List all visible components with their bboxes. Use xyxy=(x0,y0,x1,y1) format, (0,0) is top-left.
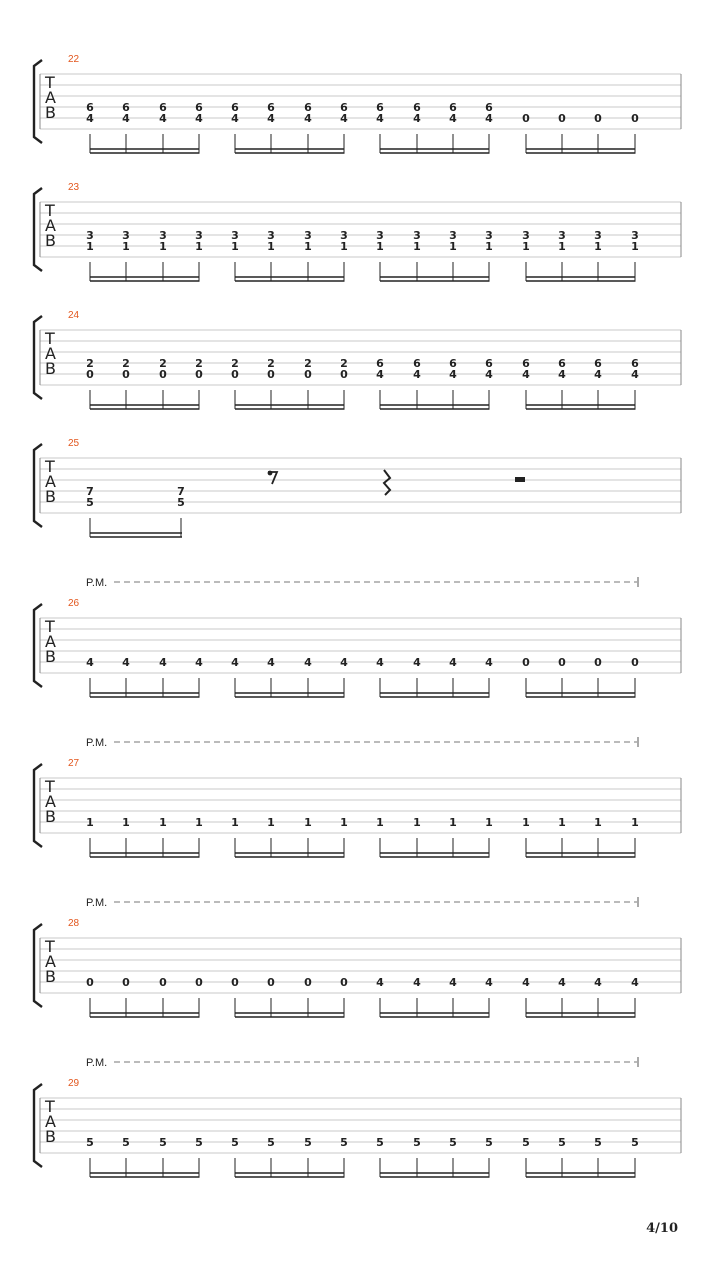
fret-number: 4 xyxy=(558,368,566,381)
fret-number: 5 xyxy=(522,1136,530,1149)
fret-number: 5 xyxy=(195,1136,203,1149)
fret-number: 1 xyxy=(631,816,639,829)
fret-number: 5 xyxy=(177,496,185,509)
fret-number: 0 xyxy=(522,112,530,125)
tab-clef-letter: T xyxy=(45,777,55,796)
fret-number: 6 xyxy=(304,101,312,114)
fret-number: 6 xyxy=(413,101,421,114)
staff-bracket xyxy=(34,188,42,271)
fret-number: 1 xyxy=(86,816,94,829)
staff-bracket xyxy=(34,764,42,847)
fret-number: 4 xyxy=(594,368,602,381)
fret-number: 4 xyxy=(376,976,384,989)
fret-number: 0 xyxy=(86,368,94,381)
fret-number: 4 xyxy=(594,976,602,989)
fret-number: 1 xyxy=(449,240,457,253)
fret-number: 5 xyxy=(485,1136,493,1149)
measure-number: 23 xyxy=(68,182,80,193)
fret-number: 4 xyxy=(86,656,94,669)
fret-number: 0 xyxy=(86,976,94,989)
fret-number: 5 xyxy=(594,1136,602,1149)
fret-number: 5 xyxy=(340,1136,348,1149)
fret-number: 6 xyxy=(594,357,602,370)
tab-clef-letter: T xyxy=(45,1097,55,1116)
tab-clef-letter: B xyxy=(45,967,56,986)
fret-number: 1 xyxy=(304,240,312,253)
fret-number: 4 xyxy=(485,656,493,669)
fret-number: 3 xyxy=(231,229,239,242)
fret-number: 3 xyxy=(413,229,421,242)
fret-number: 4 xyxy=(485,112,493,125)
tab-clef-letter: T xyxy=(45,617,55,636)
fret-number: 0 xyxy=(267,368,275,381)
fret-number: 1 xyxy=(122,816,130,829)
fret-number: 5 xyxy=(413,1136,421,1149)
fret-number: 1 xyxy=(195,240,203,253)
fret-number: 4 xyxy=(449,368,457,381)
fret-number: 4 xyxy=(304,112,312,125)
fret-number: 0 xyxy=(122,976,130,989)
fret-number: 2 xyxy=(159,357,167,370)
fret-number: 4 xyxy=(195,656,203,669)
fret-number: 0 xyxy=(522,656,530,669)
tab-clef-letter: A xyxy=(45,216,56,235)
fret-number: 1 xyxy=(449,816,457,829)
measure-number: 25 xyxy=(68,438,80,449)
fret-number: 1 xyxy=(413,240,421,253)
fret-number: 0 xyxy=(558,112,566,125)
tab-clef-letter: T xyxy=(45,201,55,220)
fret-number: 4 xyxy=(195,112,203,125)
fret-number: 6 xyxy=(122,101,130,114)
staff-bracket xyxy=(34,924,42,1007)
fret-number: 1 xyxy=(558,816,566,829)
tab-clef-letter: A xyxy=(45,632,56,651)
fret-number: 1 xyxy=(594,240,602,253)
fret-number: 2 xyxy=(231,357,239,370)
fret-number: 4 xyxy=(631,368,639,381)
fret-number: 5 xyxy=(267,1136,275,1149)
fret-number: 5 xyxy=(231,1136,239,1149)
fret-number: 4 xyxy=(231,656,239,669)
fret-number: 4 xyxy=(122,112,130,125)
eighth-rest-dot xyxy=(268,471,273,476)
tab-clef-letter: B xyxy=(45,1127,56,1146)
fret-number: 1 xyxy=(304,816,312,829)
fret-number: 6 xyxy=(376,101,384,114)
measure-number: 28 xyxy=(68,918,80,929)
measure-number: 24 xyxy=(68,310,80,321)
fret-number: 3 xyxy=(558,229,566,242)
fret-number: 0 xyxy=(159,368,167,381)
fret-number: 6 xyxy=(413,357,421,370)
staff-bracket xyxy=(34,316,42,399)
fret-number: 6 xyxy=(159,101,167,114)
fret-number: 6 xyxy=(86,101,94,114)
fret-number: 0 xyxy=(594,656,602,669)
fret-number: 6 xyxy=(522,357,530,370)
tab-clef-letter: A xyxy=(45,952,56,971)
fret-number: 5 xyxy=(122,1136,130,1149)
fret-number: 3 xyxy=(340,229,348,242)
fret-number: 0 xyxy=(231,976,239,989)
staff-bracket xyxy=(34,444,42,527)
fret-number: 2 xyxy=(304,357,312,370)
fret-number: 1 xyxy=(522,240,530,253)
tab-clef-letter: T xyxy=(45,73,55,92)
fret-number: 3 xyxy=(449,229,457,242)
fret-number: 0 xyxy=(631,112,639,125)
tab-clef-letter: B xyxy=(45,231,56,250)
tab-clef-letter: T xyxy=(45,457,55,476)
tab-clef-letter: A xyxy=(45,472,56,491)
fret-number: 6 xyxy=(231,101,239,114)
fret-number: 1 xyxy=(122,240,130,253)
palm-mute-label: P.M. xyxy=(86,897,108,909)
tab-clef-letter: A xyxy=(45,792,56,811)
fret-number: 4 xyxy=(522,976,530,989)
tab-clef-letter: B xyxy=(45,487,56,506)
fret-number: 4 xyxy=(159,656,167,669)
fret-number: 1 xyxy=(231,240,239,253)
fret-number: 4 xyxy=(376,368,384,381)
fret-number: 4 xyxy=(304,656,312,669)
fret-number: 1 xyxy=(159,816,167,829)
staff-bracket xyxy=(34,1084,42,1167)
fret-number: 1 xyxy=(267,816,275,829)
tab-clef-letter: A xyxy=(45,344,56,363)
fret-number: 0 xyxy=(195,368,203,381)
fret-number: 3 xyxy=(304,229,312,242)
fret-number: 6 xyxy=(558,357,566,370)
fret-number: 4 xyxy=(376,112,384,125)
tab-clef-letter: A xyxy=(45,1112,56,1131)
fret-number: 1 xyxy=(195,816,203,829)
fret-number: 3 xyxy=(86,229,94,242)
fret-number: 0 xyxy=(122,368,130,381)
fret-number: 4 xyxy=(376,656,384,669)
fret-number: 3 xyxy=(522,229,530,242)
fret-number: 4 xyxy=(122,656,130,669)
fret-number: 1 xyxy=(485,816,493,829)
fret-number: 1 xyxy=(631,240,639,253)
fret-number: 4 xyxy=(449,112,457,125)
fret-number: 0 xyxy=(340,976,348,989)
half-rest xyxy=(515,477,525,482)
fret-number: 1 xyxy=(558,240,566,253)
fret-number: 4 xyxy=(485,368,493,381)
fret-number: 4 xyxy=(267,656,275,669)
fret-number: 4 xyxy=(231,112,239,125)
fret-number: 2 xyxy=(267,357,275,370)
tab-clef-letter: A xyxy=(45,88,56,107)
fret-number: 5 xyxy=(86,496,94,509)
fret-number: 0 xyxy=(631,656,639,669)
fret-number: 1 xyxy=(594,816,602,829)
fret-number: 6 xyxy=(449,101,457,114)
fret-number: 2 xyxy=(195,357,203,370)
fret-number: 4 xyxy=(485,976,493,989)
fret-number: 5 xyxy=(86,1136,94,1149)
fret-number: 1 xyxy=(340,816,348,829)
tab-clef-letter: B xyxy=(45,103,56,122)
measure-number: 26 xyxy=(68,598,80,609)
fret-number: 1 xyxy=(231,816,239,829)
fret-number: 3 xyxy=(267,229,275,242)
fret-number: 0 xyxy=(159,976,167,989)
fret-number: 2 xyxy=(340,357,348,370)
fret-number: 1 xyxy=(340,240,348,253)
fret-number: 2 xyxy=(122,357,130,370)
fret-number: 3 xyxy=(122,229,130,242)
fret-number: 3 xyxy=(159,229,167,242)
fret-number: 4 xyxy=(413,656,421,669)
fret-number: 4 xyxy=(522,368,530,381)
fret-number: 5 xyxy=(449,1136,457,1149)
fret-number: 6 xyxy=(267,101,275,114)
staff-bracket xyxy=(34,60,42,143)
fret-number: 6 xyxy=(376,357,384,370)
fret-number: 4 xyxy=(449,976,457,989)
fret-number: 3 xyxy=(376,229,384,242)
tab-clef-letter: T xyxy=(45,329,55,348)
fret-number: 4 xyxy=(340,656,348,669)
fret-number: 0 xyxy=(340,368,348,381)
fret-number: 6 xyxy=(340,101,348,114)
fret-number: 3 xyxy=(195,229,203,242)
fret-number: 4 xyxy=(159,112,167,125)
measure-number: 22 xyxy=(68,54,80,65)
fret-number: 0 xyxy=(304,976,312,989)
fret-number: 4 xyxy=(413,112,421,125)
fret-number: 3 xyxy=(485,229,493,242)
fret-number: 4 xyxy=(449,656,457,669)
fret-number: 5 xyxy=(558,1136,566,1149)
fret-number: 4 xyxy=(340,112,348,125)
fret-number: 5 xyxy=(376,1136,384,1149)
fret-number: 1 xyxy=(522,816,530,829)
fret-number: 7 xyxy=(86,485,94,498)
staff-bracket xyxy=(34,604,42,687)
fret-number: 6 xyxy=(449,357,457,370)
fret-number: 3 xyxy=(594,229,602,242)
fret-number: 0 xyxy=(231,368,239,381)
tab-clef-letter: T xyxy=(45,937,55,956)
fret-number: 0 xyxy=(304,368,312,381)
measure-number: 27 xyxy=(68,758,80,769)
fret-number: 1 xyxy=(86,240,94,253)
fret-number: 0 xyxy=(594,112,602,125)
palm-mute-label: P.M. xyxy=(86,1057,108,1069)
fret-number: 1 xyxy=(159,240,167,253)
fret-number: 0 xyxy=(267,976,275,989)
fret-number: 6 xyxy=(485,101,493,114)
fret-number: 4 xyxy=(413,368,421,381)
fret-number: 6 xyxy=(631,357,639,370)
fret-number: 4 xyxy=(558,976,566,989)
palm-mute-label: P.M. xyxy=(86,577,108,589)
fret-number: 1 xyxy=(376,240,384,253)
fret-number: 1 xyxy=(413,816,421,829)
fret-number: 6 xyxy=(195,101,203,114)
fret-number: 1 xyxy=(376,816,384,829)
fret-number: 4 xyxy=(413,976,421,989)
measure-number: 29 xyxy=(68,1078,80,1089)
fret-number: 4 xyxy=(267,112,275,125)
fret-number: 0 xyxy=(195,976,203,989)
fret-number: 2 xyxy=(86,357,94,370)
tab-clef-letter: B xyxy=(45,807,56,826)
fret-number: 5 xyxy=(631,1136,639,1149)
fret-number: 5 xyxy=(304,1136,312,1149)
fret-number: 7 xyxy=(177,485,185,498)
fret-number: 1 xyxy=(485,240,493,253)
palm-mute-label: P.M. xyxy=(86,737,108,749)
tab-clef-letter: B xyxy=(45,647,56,666)
fret-number: 1 xyxy=(267,240,275,253)
fret-number: 6 xyxy=(485,357,493,370)
fret-number: 4 xyxy=(631,976,639,989)
fret-number: 5 xyxy=(159,1136,167,1149)
fret-number: 4 xyxy=(86,112,94,125)
page-number: 4/10 xyxy=(646,1221,678,1236)
fret-number: 0 xyxy=(558,656,566,669)
tab-clef-letter: B xyxy=(45,359,56,378)
fret-number: 3 xyxy=(631,229,639,242)
